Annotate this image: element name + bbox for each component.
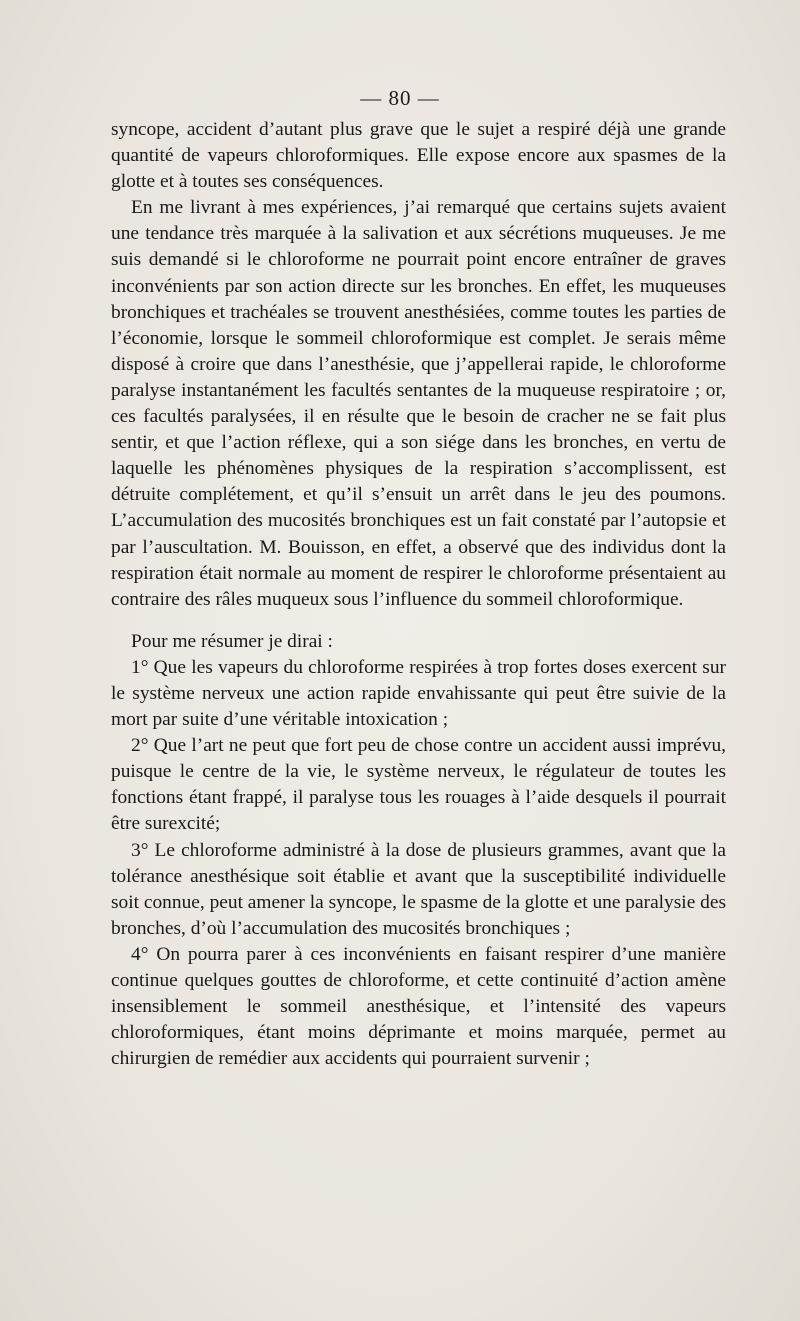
- body-text: [111, 117, 726, 1072]
- paragraph-summary-intro: Pour me résumer je dirai :: [131, 630, 333, 652]
- paragraph-bronchial-effects: En me livrant à mes expériences, j’ai remarqué que certains sujets avaient une tendance très marquée à la salivation et aux sécrétions muqueuses. Je me suis demandé si le chloroforme ne pourrait point encore entraîner de graves inconvénients par son action directe sur les bronches. En effet, les muqueuses bronchiques et trachéales se trouvent anesthésiées, comme toutes les parties de l’économie, lorsque le sommeil chloroformique est complet. Je serais même disposé à croire que dans l’anesthésie, que j’appellerai rapide, le chloroforme paralyse instantanément les facultés sentantes de la muqueuse respiratoire ; or, ces facultés paralysées, il en résulte que le besoin de cracher ne se fait plus sentir, et que l’action réflexe, qui a son siége dans les bronches, en vertu de laquelle les phénomènes physiques de la respiration s’accomplissent, est détruite complétement, et qu’il s’ensuit un arrêt dans le jeu des poumons. L’accumulation des mucosités bronchiques est un fait constaté par l’autopsie et par l’auscultation. M. Bouisson, en effet, a observé que des individus dont la respiration était normale au moment de respirer le chloroforme présentaient au contraire des râles muqueux sous l’influence du sommeil chloroformique.: [111, 197, 726, 610]
- list-item-1: 1° Que les vapeurs du chloroforme respirées à trop fortes doses exercent sur le système nerveux une action rapide envahissante qui peut être suivie de la mort par suite d’une véritable intoxication ;: [111, 656, 726, 731]
- list-item-2: 2° Que l’art ne peut que fort peu de chose contre un accident aussi imprévu, puisque le centre de la vie, le système nerveux, le régulateur de toutes les fonctions étant frappé, il paralyse tous les rouages à l’aide desquels il pourrait être surexcité;: [111, 735, 726, 835]
- paragraph-continuation: syncope, accident d’autant plus grave que le sujet a respiré déjà une grande quantité de vapeurs chloroformiques. Elle expose encore aux spasmes de la glotte et à toutes ses conséquences.: [111, 119, 726, 193]
- list-item-3: 3° Le chloroforme administré à la dose de plusieurs grammes, avant que la tolérance anesthésique soit établie et avant que la susceptibilité individuelle soit connue, peut amener la syncope, le spasme de la glotte et une paralysie des bronches, d’où l’accumulation des mucosités bronchiques ;: [111, 839, 726, 939]
- page-number: — 80 —: [360, 86, 440, 110]
- list-item-4: 4° On pourra parer à ces inconvénients en faisant respirer d’une manière continue quelques gouttes de chloroforme, et cette continuité d’action amène insensiblement le sommeil anesthésique, et l’intensité des vapeurs chloroformiques, étant moins déprimante et moins marquée, permet au chirurgien de remédier aux accidents qui pourraient survenir ;: [111, 943, 726, 1070]
